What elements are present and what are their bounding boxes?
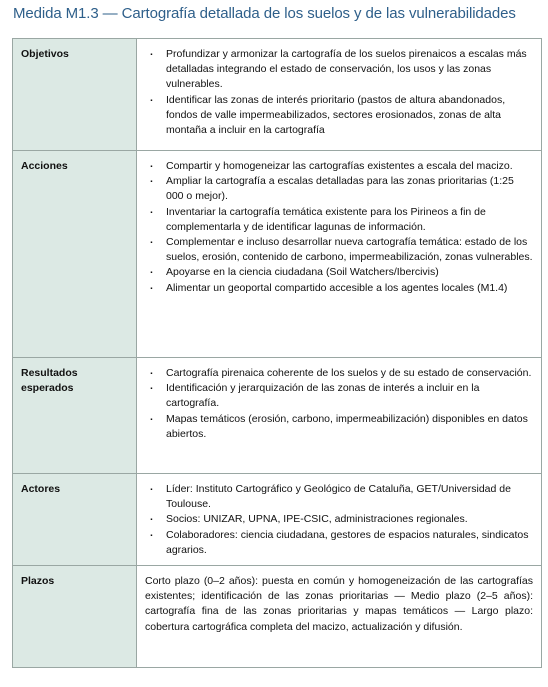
list-item: . Identificación y jerarquización de las zonas de interés a incluir en la cartografía. <box>145 381 533 411</box>
list-item: . Socios: UNIZAR, UPNA, IPE-CSIC, administraciones regionales. <box>145 512 533 527</box>
list-item: . Ampliar la cartografía a escalas detalladas para las zonas prioritarias (1:25 000 o mejor). <box>145 174 533 204</box>
list-item: . Profundizar y armonizar la cartografía de los suelos pirenaicos a escalas más detalladas integrando el estado de conservación, los usos y las zonas vulnerables. <box>145 47 533 93</box>
list-item: . Compartir y homogeneizar las cartografías existentes a escala del macizo. <box>145 159 533 174</box>
table-row-acciones <box>13 151 542 358</box>
row-label: Objetivos <box>13 39 137 151</box>
bullet-list <box>145 47 533 138</box>
table-row-objetivos <box>13 39 542 151</box>
list-item: . Apoyarse en la ciencia ciudadana (Soil Watchers/Ibercivis) <box>145 265 533 280</box>
measure-table <box>12 38 542 668</box>
plazos-text: Corto plazo (0–2 años): puesta en común y homogeneización de las cartografías existentes; identificación de las zonas prioritarias — Medio plazo (2–5 años): cartografía fina de las zonas prioritarias y mapas temáticos — Largo plazo: cobertura cartográfica completa del macizo, actualización y difusión. <box>145 575 533 633</box>
bullet-list <box>145 366 533 442</box>
table-row-actores <box>13 474 542 566</box>
row-content <box>137 566 542 668</box>
list-item: . Colaboradores: ciencia ciudadana, gestores de espacios naturales, sindicatos agrarios. <box>145 528 533 558</box>
row-label: Actores <box>13 474 137 566</box>
row-label: Plazos <box>13 566 137 668</box>
bullet-list <box>145 159 533 296</box>
bullet-list <box>145 482 533 558</box>
row-label: Acciones <box>13 151 137 358</box>
list-item: . Inventariar la cartografía temática existente para los Pirineos a fin de complementarla y de identificar lagunas de información. <box>145 205 533 235</box>
list-item: . Mapas temáticos (erosión, carbono, impermeabilización) disponibles en datos abiertos. <box>145 412 533 442</box>
row-content <box>137 474 542 566</box>
list-item: . Identificar las zonas de interés prioritario (pastos de altura abandonados, fondos de valle impermeabilizados, sectores erosionados, zonas de alta montaña a incluir en la cartografía <box>145 93 533 139</box>
row-content <box>137 39 542 151</box>
row-content <box>137 151 542 358</box>
table-row-plazos <box>13 566 542 668</box>
list-item: . Alimentar un geoportal compartido accesible a los agentes locales (M1.4) <box>145 281 533 296</box>
row-label: Resultados esperados <box>13 358 137 474</box>
row-content <box>137 358 542 474</box>
list-item: . Complementar e incluso desarrollar nueva cartografía temática: estado de los suelos, erosión, contenido de carbono, impermeabilización, zonas vulnerables. <box>145 235 533 265</box>
list-item: . Cartografía pirenaica coherente de los suelos y de su estado de conservación. <box>145 366 533 381</box>
page-title: Medida M1.3 — Cartografía detallada de los suelos y de las vulnerabilidades <box>13 5 516 22</box>
table-row-resultados <box>13 358 542 474</box>
list-item: . Líder: Instituto Cartográfico y Geológico de Cataluña, GET/Universidad de Toulouse. <box>145 482 533 512</box>
